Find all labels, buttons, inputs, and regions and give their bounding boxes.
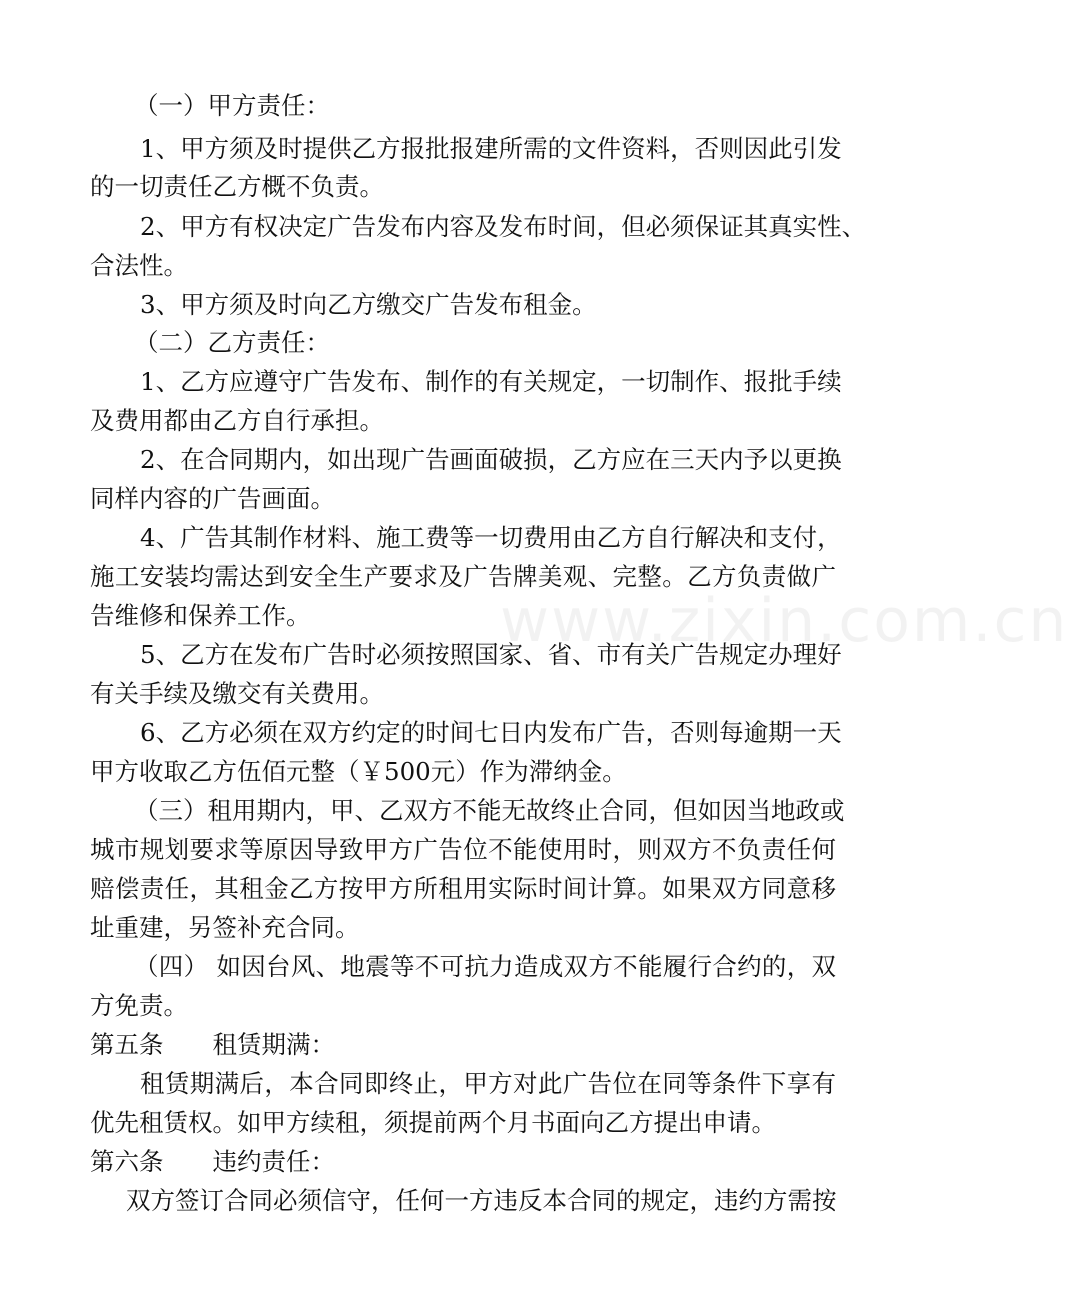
watermark: www.zixin.com.cn	[500, 586, 1068, 656]
text-line: 同样内容的广告画面。	[90, 484, 335, 513]
text-line: 施工安装均需达到安全生产要求及广告牌美观、完整。乙方负责做广	[90, 562, 836, 591]
text-line: 6、乙方必须在双方约定的时间七日内发布广告，否则每逾期一天	[140, 718, 842, 747]
heading-party-a-duties: （一）甲方责任：	[134, 91, 330, 120]
text-line: 4、广告其制作材料、施工费等一切费用由乙方自行解决和支付，	[140, 523, 842, 552]
text-line: 2、在合同期内，如出现广告画面破损，乙方应在三天内予以更换	[140, 445, 842, 474]
text-line: （三）租用期内，甲、乙双方不能无故终止合同，但如因当地政或	[134, 796, 845, 825]
text-line: 租赁期满后，本合同即终止，甲方对此广告位在同等条件下享有	[140, 1069, 836, 1098]
text-line: 优先租赁权。如甲方续租，须提前两个月书面向乙方提出申请。	[90, 1108, 776, 1137]
text-line: 双方签订合同必须信守，任何一方违反本合同的规定，违约方需按	[126, 1186, 837, 1215]
text-line: 甲方收取乙方伍佰元整（￥500元）作为滞纳金。	[90, 757, 627, 786]
text-line: 5、乙方在发布广告时必须按照国家、省、市有关广告规定办理好	[140, 640, 842, 669]
text-line: 1、甲方须及时提供乙方报批报建所需的文件资料，否则因此引发	[140, 134, 842, 163]
text-line: 有关手续及缴交有关费用。	[90, 679, 384, 708]
text-line: 及费用都由乙方自行承担。	[90, 406, 384, 435]
text-line: 址重建，另签补充合同。	[90, 913, 360, 942]
text-line: 赔偿责任，其租金乙方按甲方所租用实际时间计算。如果双方同意移	[90, 874, 836, 903]
text-line: 告维修和保养工作。	[90, 601, 311, 630]
text-line: 1、乙方应遵守广告发布、制作的有关规定，一切制作、报批手续	[140, 367, 842, 396]
heading-article-6: 第六条 违约责任：	[90, 1147, 335, 1176]
text-line: 3、甲方须及时向乙方缴交广告发布租金。	[140, 290, 597, 319]
heading-party-b-duties: （二）乙方责任：	[134, 328, 330, 357]
text-line: （四） 如因台风、地震等不可抗力造成双方不能履行合约的，双	[134, 952, 836, 981]
text-line: 2、甲方有权决定广告发布内容及发布时间，但必须保证其真实性、	[140, 212, 867, 241]
text-line: 合法性。	[90, 251, 188, 280]
text-line: 城市规划要求等原因导致甲方广告位不能使用时，则双方不负责任何	[90, 835, 836, 864]
text-line: 的一切责任乙方概不负责。	[90, 172, 384, 201]
heading-article-5: 第五条 租赁期满：	[90, 1030, 335, 1059]
text-line: 方免责。	[90, 991, 188, 1020]
